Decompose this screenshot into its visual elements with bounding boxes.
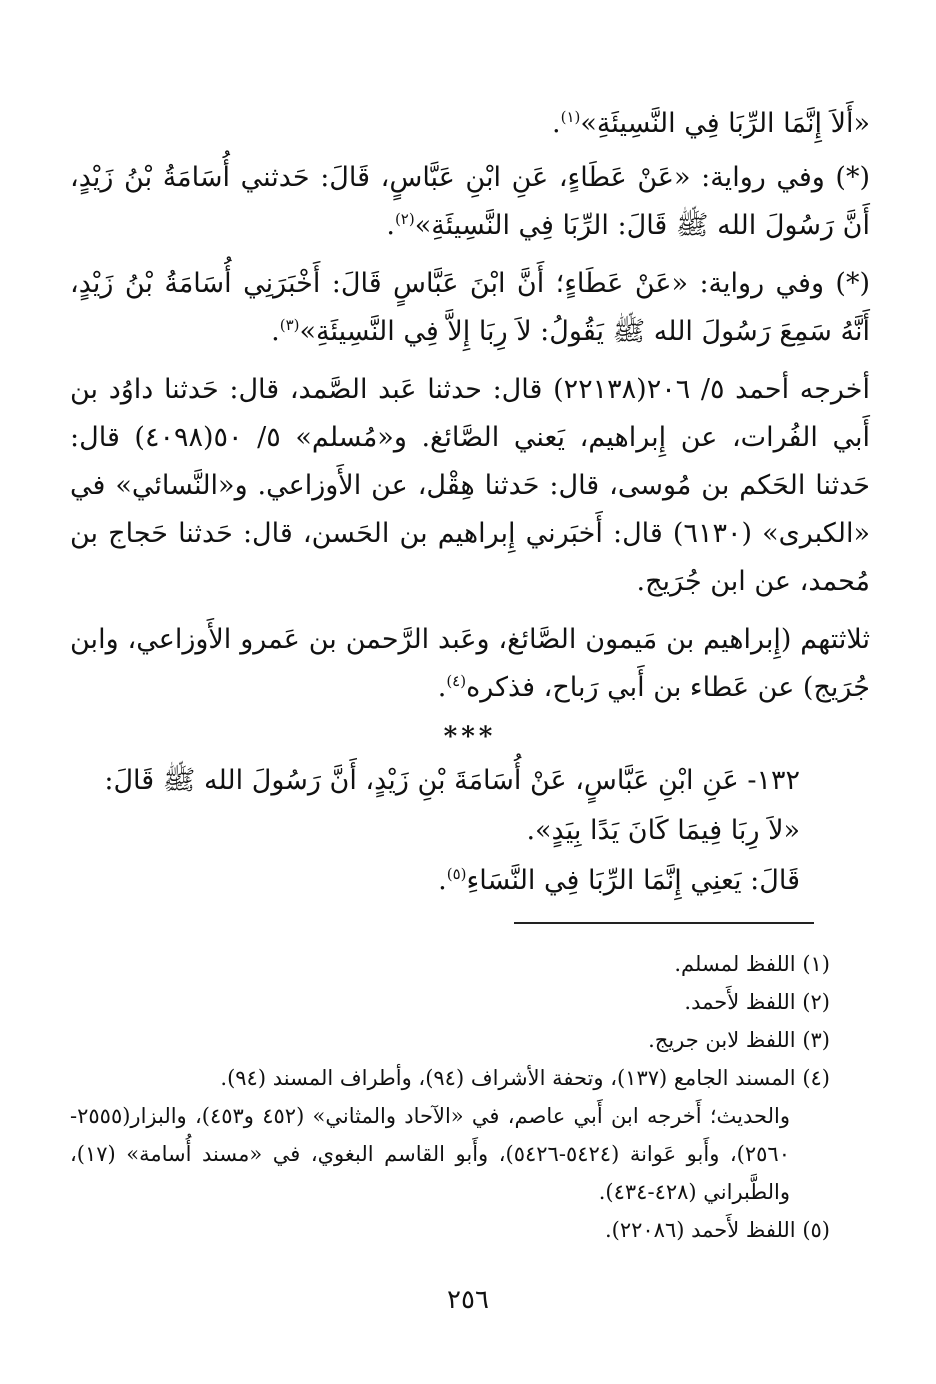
paragraph-3-end: .: [271, 316, 280, 347]
hadith-line-3-text: قَالَ: يَعنِي إِنَّمَا الرِّبَا فِي النَّسَاءِ: [466, 865, 800, 896]
paragraph-5-end: .: [437, 672, 447, 703]
hadith-132: [70, 756, 870, 906]
footnote-5: (٥) اللفظ لأَحمد (٢٢٠٨٦).: [604, 1218, 830, 1242]
footnote-4-continued: والحديث؛ أَخرجه ابن أَبي عاصم، في «الآحاد والمثاني» (٤٥٢ و٤٥٣)، والبزار(٢٥٥٥- ٢٥٦٠)، وأَبو عَوانة (٥٤٢٤-٥٤٢٦)، وأَبو القاسم البغوي، في «مسند أُسامة» (١٧)، والطَّبراني (٤٢٨-٤٣٤).: [70, 1104, 790, 1204]
footnote-2: (٢) اللفظ لأَحمد.: [684, 990, 830, 1014]
section-divider-stars: ***: [443, 722, 497, 752]
footnote-4: (٤) المسند الجامع (١٣٧)، وتحفة الأشراف (٩٤)، وأطراف المسند (٩٤).: [220, 1066, 830, 1090]
paragraph-5: [70, 616, 870, 712]
hadith-line-1: ١٣٢- عَنِ ابْنِ عَبَّاسٍ، عَنْ أُسَامَةَ بْنِ زَيْدٍ، أَنَّ رَسُولَ الله ﷺ قَالَ:: [104, 765, 800, 796]
paragraph-1: [70, 100, 870, 148]
page-number: ٢٥٦: [447, 1285, 489, 1315]
footnote-ref-3: (٣): [279, 316, 300, 334]
paragraph-3-text: (*) وفي رواية: «عَنْ عَطَاءٍ؛ أَنَّ ابْنَ عَبَّاسٍ قَالَ: أَخْبَرَنِي أُسَامَةُ بْنُ زَيْدٍ، أَنَّهُ سَمِعَ رَسُولَ الله ﷺ يَقُولُ: لاَ رِبَا إِلاَّ فِي النَّسِيئَةِ»: [70, 268, 870, 347]
footnote-ref-1: (١): [560, 108, 581, 126]
footnote-ref-4: (٤): [446, 672, 467, 690]
hadith-line-2: «لاَ رِبَا فِيمَا كَانَ يَدًا بِيَدٍ».: [526, 815, 800, 846]
paragraph-4: أخرجه أحمد ٥/ ٢٠٦(٢٢١٣٨) قال: حدثنا عَبد الصَّمد، قال: حَدثنا داوُد بن أَبي الفُرات، عن إِبراهيم، يَعني الصَّائغ. و«مُسلم» ٥/ ٥٠(٤٠٩٨) قال: حَدثنا الحَكم بن مُوسى، قال: حَدثنا هِقْل، عن الأَوزاعي. و«النَّسائي» في «الكبرى» (٦١٣٠) قال: أَخبَرني إِبراهيم بن الحَسن، قال: حَدثنا حَجاج بن مُحمد، عن ابن جُرَيج.: [70, 374, 870, 597]
footnotes: [70, 945, 830, 1249]
main-text: [70, 100, 870, 906]
footnote-ref-2: (٢): [394, 210, 415, 228]
paragraph-1-end: .: [551, 108, 561, 139]
paragraph-2-end: .: [386, 210, 395, 241]
footnote-separator: [514, 922, 814, 924]
paragraph-2: [70, 154, 870, 250]
hadith-line-3-end: .: [438, 865, 447, 896]
paragraph-2-text: (*) وفي رواية: «عَنْ عَطَاءٍ، عَنِ ابْنِ عَبَّاسٍ، قَالَ: حَدثني أُسَامَةُ بْنُ زَيْدٍ، أَنَّ رَسُولَ الله ﷺ قَالَ: الرِّبَا فِي النَّسِيئَةِ»: [70, 162, 870, 241]
footnote-ref-5: (٥): [446, 865, 467, 883]
hadith-line-3: [70, 856, 800, 906]
paragraph-3: [70, 260, 870, 356]
footnote-3: (٣) اللفظ لابن جريج.: [648, 1028, 830, 1052]
paragraph-5-text: ثلاثتهم (إِبراهيم بن مَيمون الصَّائغ، وعَبد الرَّحمن بن عَمرو الأَوزاعي، وابن جُرَيج) عن عَطاء بن أَبي رَباح، فذكره: [70, 624, 870, 703]
paragraph-1-text: «أَلاَ إِنَّمَا الرِّبَا فِي النَّسِيئَةِ»: [580, 108, 870, 139]
footnote-1: (١) اللفظ لمسلم.: [674, 952, 830, 976]
